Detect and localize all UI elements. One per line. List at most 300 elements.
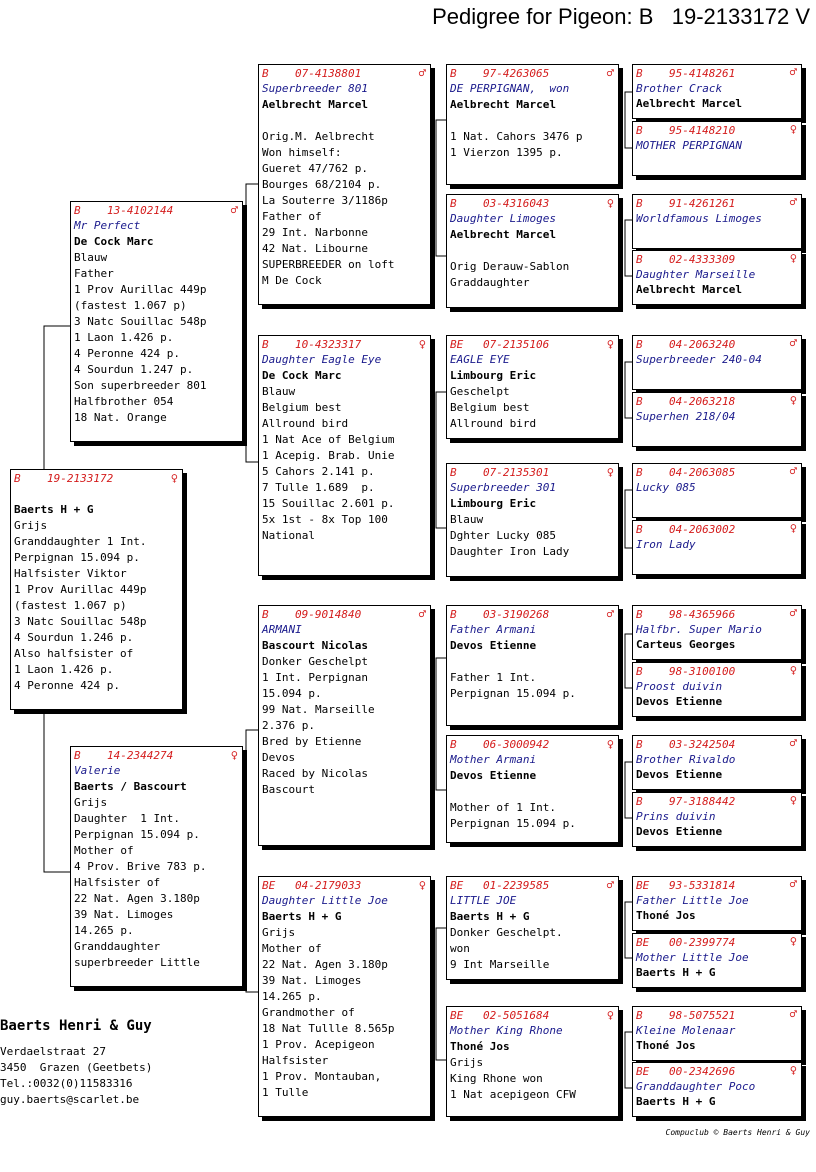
female-icon: ♀	[789, 934, 797, 948]
breeder-name	[636, 367, 798, 382]
pigeon-header	[74, 748, 239, 763]
pigeon-info-line: Perpignan 15.094 p.	[74, 828, 200, 841]
pigeon-card	[632, 792, 802, 847]
pigeon-info-line: Grijs	[262, 926, 296, 939]
owner-address-block	[0, 1018, 152, 1108]
pigeon-card	[632, 463, 802, 518]
pigeon-info-line: Bascourt	[262, 783, 315, 796]
pigeon-name: Father Little Joe	[636, 894, 749, 907]
pigeon-info-line: Father 1 Int.	[450, 671, 537, 684]
pigeon-header	[636, 66, 798, 81]
country-code: B	[450, 197, 457, 210]
pigeon-info-line	[262, 113, 427, 129]
pigeon-info-line: 15.094 p.	[262, 687, 322, 700]
female-icon: ♀	[789, 393, 797, 407]
male-icon: ♂	[789, 195, 797, 209]
pigeon-header	[450, 465, 615, 480]
pigeon-card	[446, 876, 619, 980]
pigeon-info-line	[450, 243, 615, 259]
owner-email: guy.baerts@scarlet.be	[0, 1093, 140, 1106]
owner-name: Baerts Henri & Guy	[0, 1018, 152, 1034]
pigeon-name: Granddaughter Poco	[636, 1080, 756, 1093]
pigeon-info-line: 39 Nat. Limoges	[262, 974, 362, 987]
pigeon-name: Daughter Limoges	[450, 212, 556, 225]
country-code: BE	[450, 338, 464, 351]
country-code: B	[450, 67, 457, 80]
pigeon-info-line: Blauw	[74, 251, 108, 264]
pigeon-info-line: 4 Peronne 424 p.	[14, 679, 120, 692]
pigeon-card	[632, 933, 802, 988]
pigeon-header	[450, 737, 615, 752]
breeder-name: Aelbrecht Marcel	[636, 97, 742, 110]
pigeon-info-line: Grijs	[74, 796, 108, 809]
pigeon-header	[636, 1008, 798, 1023]
pigeon-name: LITTLE JOE	[450, 894, 517, 907]
ring-number: 02-4333309	[669, 253, 736, 266]
country-code: B	[636, 338, 643, 351]
ring-number: 00-2342696	[669, 1065, 736, 1078]
pigeon-name: Kleine Molenaar	[636, 1024, 736, 1037]
country-code: B	[262, 608, 269, 621]
pigeon-header	[450, 337, 615, 352]
pigeon-info-line: 1 Prov Aurillac 449p	[14, 583, 147, 596]
female-icon: ♀	[789, 251, 797, 265]
female-icon: ♀	[606, 737, 614, 751]
breeder-name: Thoné Jos	[636, 1039, 696, 1052]
male-icon: ♂	[789, 736, 797, 750]
ring-number: 04-2063218	[669, 395, 736, 408]
pigeon-info-line	[450, 654, 615, 670]
pigeon-header	[636, 123, 798, 138]
pigeon-info-line: Granddaughter 1 Int.	[14, 535, 147, 548]
female-icon: ♀	[606, 465, 614, 479]
pigeon-card	[632, 662, 802, 717]
pigeon-header	[636, 337, 798, 352]
female-icon: ♀	[606, 1008, 614, 1022]
breeder-name	[636, 495, 798, 510]
male-icon: ♂	[789, 65, 797, 79]
pigeon-card	[446, 1006, 619, 1117]
ring-number: 02-5051684	[483, 1009, 550, 1022]
pigeon-info-line: 22 Nat. Agen 3.180p	[74, 892, 200, 905]
pigeon-info-line: Allround bird	[450, 417, 537, 430]
pigeon-card	[632, 520, 802, 575]
pigeon-info-line: Halfsister	[262, 1054, 329, 1067]
ring-number: 07-2135106	[483, 338, 550, 351]
pigeon-card	[632, 735, 802, 790]
pigeon-info-line: Halfsister of	[74, 876, 161, 889]
owner-phone: Tel.:0032(0)11583316	[0, 1077, 133, 1090]
breeder-name: Devos Etienne	[636, 768, 723, 781]
pigeon-header	[636, 522, 798, 537]
pigeon-card	[446, 64, 619, 185]
breeder-name: Limbourg Eric	[450, 497, 537, 510]
pigeon-name: Worldfamous Limoges	[636, 212, 762, 225]
pigeon-info-line: 1 Nat Ace of Belgium	[262, 433, 395, 446]
pigeon-header	[450, 1008, 615, 1023]
country-code: B	[636, 1009, 643, 1022]
ring-number: 91-4261261	[669, 197, 736, 210]
pigeon-info-line: Perpignan 15.094 p.	[450, 817, 576, 830]
ring-number: 98-3100100	[669, 665, 736, 678]
pigeon-card	[632, 64, 802, 119]
country-code: B	[450, 466, 457, 479]
ring-number: 97-4263065	[483, 67, 550, 80]
pigeon-header	[262, 607, 427, 622]
pigeon-name: Superbreeder 301	[450, 481, 556, 494]
pigeon-name: Superbreeder 801	[262, 82, 368, 95]
pigeon-header	[636, 935, 798, 950]
country-code: B	[636, 466, 643, 479]
country-code: BE	[636, 1065, 650, 1078]
country-code: B	[636, 665, 643, 678]
pigeon-info-line: 1 Nat acepigeon CFW	[450, 1088, 576, 1101]
ring-number: 03-3242504	[669, 738, 736, 751]
pigeon-info-line: Son superbreeder 801	[74, 379, 207, 392]
pigeon-card	[632, 250, 802, 305]
pigeon-info-line: 3 Natc Souillac 548p	[74, 315, 207, 328]
breeder-name	[636, 226, 798, 241]
pigeon-info-line: 1 Acepig. Brab. Unie	[262, 449, 395, 462]
breeder-name	[636, 153, 798, 168]
pigeon-info-line: Belgium best	[450, 401, 530, 414]
pigeon-name: Daughter Marseille	[636, 268, 756, 281]
pigeon-header	[636, 394, 798, 409]
female-icon: ♀	[170, 471, 178, 485]
breeder-name: Carteus Georges	[636, 638, 736, 651]
ring-number: 03-4316043	[483, 197, 550, 210]
country-code: B	[450, 608, 457, 621]
pigeon-name: Mr Perfect	[74, 219, 141, 232]
pigeon-name: Mother Armani	[450, 753, 537, 766]
pigeon-name: EAGLE EYE	[450, 353, 510, 366]
pigeon-info-line: 1 Tulle	[262, 1086, 309, 1099]
ring-number: 06-3000942	[483, 738, 550, 751]
country-code: B	[636, 197, 643, 210]
ring-number: 03-3190268	[483, 608, 550, 621]
pigeon-card	[446, 463, 619, 577]
pigeon-info-line: 29 Int. Narbonne	[262, 226, 368, 239]
pigeon-info-line: 1 Prov. Acepigeon	[262, 1038, 375, 1051]
pigeon-info-line: Orig.M. Aelbrecht	[262, 130, 375, 143]
country-code: BE	[450, 879, 464, 892]
pigeon-info-line: Graddaughter	[450, 276, 530, 289]
pigeon-info-line: 18 Nat Tullle 8.565p	[262, 1022, 395, 1035]
pigeon-card	[632, 1006, 802, 1061]
ring-number: 04-2179033	[295, 879, 362, 892]
male-icon: ♂	[230, 203, 238, 217]
country-code: BE	[636, 879, 650, 892]
male-icon: ♂	[418, 66, 426, 80]
pigeon-info-line: Granddaughter	[74, 940, 161, 953]
pigeon-info-line: 39 Nat. Limoges	[74, 908, 174, 921]
pigeon-info-line: Father of	[262, 210, 322, 223]
pigeon-info-line: 4 Prov. Brive 783 p.	[74, 860, 207, 873]
ring-number: 04-2063085	[669, 466, 736, 479]
pigeon-info-line: Mother of	[74, 844, 134, 857]
pigeon-header	[636, 252, 798, 267]
pigeon-header	[636, 465, 798, 480]
pigeon-card	[10, 469, 183, 710]
pigeon-name: Superbreeder 240-04	[636, 353, 762, 366]
pigeon-info-line: Perpignan 15.094 p.	[450, 687, 576, 700]
pigeon-info-line: 14.265 p.	[262, 990, 322, 1003]
pigeon-header	[262, 878, 427, 893]
pigeon-info-line: Bourges 68/2104 p.	[262, 178, 382, 191]
male-icon: ♂	[789, 606, 797, 620]
pigeon-info-line: 1 Vierzon 1395 p.	[450, 146, 563, 159]
pigeon-info-line: Grijs	[14, 519, 48, 532]
female-icon: ♀	[789, 521, 797, 535]
pigeon-name: Prins duivin	[636, 810, 716, 823]
pigeon-info-line: 4 Sourdun 1.246 p.	[14, 631, 134, 644]
country-code: B	[636, 608, 643, 621]
female-icon: ♀	[230, 748, 238, 762]
pigeon-name: Mother Little Joe	[636, 951, 749, 964]
pigeon-info-line: SUPERBREEDER on loft	[262, 258, 395, 271]
pigeon-info-line: 4 Peronne 424 p.	[74, 347, 180, 360]
country-code: BE	[636, 936, 650, 949]
pigeon-info-line: Gueret 47/762 p.	[262, 162, 368, 175]
pigeon-card	[258, 605, 431, 846]
pigeon-card	[70, 746, 243, 987]
male-icon: ♂	[418, 607, 426, 621]
ring-number: 14-2344274	[107, 749, 174, 762]
male-icon: ♂	[789, 1007, 797, 1021]
pigeon-info-line: Daughter Iron Lady	[450, 545, 570, 558]
pigeon-card	[258, 876, 431, 1117]
pigeon-header	[636, 737, 798, 752]
female-icon: ♀	[606, 337, 614, 351]
country-code: B	[450, 738, 457, 751]
country-code: B	[636, 523, 643, 536]
footer-credit: Compuclub © Baerts Henri & Guy	[665, 1128, 810, 1137]
pigeon-info-line: 1 Laon 1.426 p.	[74, 331, 174, 344]
breeder-name: Bascourt Nicolas	[262, 639, 368, 652]
country-code: BE	[450, 1009, 464, 1022]
pigeon-name: Halfbr. Super Mario	[636, 623, 762, 636]
pigeon-info-line: 1 Int. Perpignan	[262, 671, 368, 684]
pigeon-info-line: 1 Prov. Montauban,	[262, 1070, 382, 1083]
pigeon-card	[70, 201, 243, 442]
pigeon-info-line: 3 Natc Souillac 548p	[14, 615, 147, 628]
female-icon: ♀	[418, 878, 426, 892]
pigeon-info-line: Grijs	[450, 1056, 484, 1069]
male-icon: ♂	[606, 878, 614, 892]
pigeon-info-line: Daughter 1 Int.	[74, 812, 180, 825]
pigeon-info-line: Also halfsister of	[14, 647, 134, 660]
breeder-name	[636, 552, 798, 567]
pigeon-header	[450, 878, 615, 893]
ring-number: 07-2135301	[483, 466, 550, 479]
pigeon-info-line: Orig Derauw-Sablon	[450, 260, 570, 273]
pigeon-header	[636, 1064, 798, 1079]
owner-address-line: Verdaelstraat 27	[0, 1045, 106, 1058]
male-icon: ♂	[789, 877, 797, 891]
pigeon-info-line: Allround bird	[262, 417, 349, 430]
pigeon-info-line: 7 Tulle 1.689 p.	[262, 481, 375, 494]
country-code: B	[636, 253, 643, 266]
breeder-name: Baerts H + G	[262, 910, 342, 923]
pigeon-info-line: 99 Nat. Marseille	[262, 703, 375, 716]
ring-number: 95-4148210	[669, 124, 736, 137]
breeder-name: Aelbrecht Marcel	[450, 98, 556, 111]
breeder-name: Limbourg Eric	[450, 369, 537, 382]
pigeon-info-line: Raced by Nicolas	[262, 767, 368, 780]
country-code: BE	[262, 879, 276, 892]
ring-number: 04-2063002	[669, 523, 736, 536]
pigeon-info-line: 1 Nat. Cahors 3476 p	[450, 130, 583, 143]
male-icon: ♂	[606, 66, 614, 80]
pigeon-card	[632, 605, 802, 660]
pigeon-header	[636, 196, 798, 211]
ring-number: 09-9014840	[295, 608, 362, 621]
country-code: B	[636, 124, 643, 137]
pigeon-name: Lucky 085	[636, 481, 696, 494]
pigeon-header	[450, 196, 615, 211]
pigeon-header	[262, 66, 427, 81]
female-icon: ♀	[418, 337, 426, 351]
pigeon-name: Superhen 218/04	[636, 410, 736, 423]
ring-number: 95-4148261	[669, 67, 736, 80]
breeder-name: Thoné Jos	[636, 909, 696, 922]
pigeon-card	[632, 392, 802, 447]
pigeon-card	[446, 605, 619, 726]
ring-number: 01-2239585	[483, 879, 550, 892]
ring-number: 93-5331814	[669, 879, 736, 892]
pigeon-info-line: Halfbrother 054	[74, 395, 174, 408]
pigeon-card	[258, 335, 431, 576]
pigeon-info-line: Dghter Lucky 085	[450, 529, 556, 542]
pigeon-info-line: 18 Nat. Orange	[74, 411, 167, 424]
pigeon-name: Proost duivin	[636, 680, 723, 693]
country-code: B	[262, 338, 269, 351]
male-icon: ♂	[789, 464, 797, 478]
country-code: B	[636, 795, 643, 808]
pigeon-info-line: Belgium best	[262, 401, 342, 414]
breeder-name: Thoné Jos	[450, 1040, 510, 1053]
pigeon-info-line: Devos	[262, 751, 296, 764]
pigeon-card	[632, 876, 802, 931]
pigeon-name	[14, 486, 179, 502]
pigeon-info-line: Won himself:	[262, 146, 342, 159]
pigeon-header	[262, 337, 427, 352]
pigeon-info-line: Mother of	[262, 942, 322, 955]
pigeon-card	[258, 64, 431, 305]
pigeon-info-line: 1 Prov Aurillac 449p	[74, 283, 207, 296]
pigeon-header	[636, 878, 798, 893]
pigeon-card	[446, 735, 619, 843]
pigeon-header	[636, 664, 798, 679]
ring-number: 07-4138801	[295, 67, 362, 80]
country-code: B	[74, 204, 81, 217]
country-code: B	[636, 67, 643, 80]
pigeon-info-line	[450, 784, 615, 800]
pigeon-info-line: 15 Souillac 2.601 p.	[262, 497, 395, 510]
breeder-name: Baerts H + G	[636, 1095, 716, 1108]
ring-number: 98-5075521	[669, 1009, 736, 1022]
breeder-name: Aelbrecht Marcel	[450, 228, 556, 241]
pigeon-header	[636, 607, 798, 622]
breeder-name: De Cock Marc	[74, 235, 154, 248]
pigeon-info-line: 42 Nat. Libourne	[262, 242, 368, 255]
pigeon-info-line: won	[450, 942, 470, 955]
pigeon-info-line: Halfsister Viktor	[14, 567, 127, 580]
pigeon-card	[632, 194, 802, 249]
pigeon-info-line: 1 Laon 1.426 p.	[14, 663, 114, 676]
pigeon-info-line: superbreeder Little	[74, 956, 200, 969]
pigeon-info-line: Donker Geschelpt	[262, 655, 368, 668]
pigeon-card	[446, 335, 619, 439]
female-icon: ♀	[606, 196, 614, 210]
female-icon: ♀	[789, 122, 797, 136]
pigeon-name: Daughter Eagle Eye	[262, 353, 382, 366]
pigeon-name: Father Armani	[450, 623, 537, 636]
pigeon-info-line: 4 Sourdun 1.247 p.	[74, 363, 194, 376]
breeder-name	[636, 424, 798, 439]
country-code: B	[636, 395, 643, 408]
breeder-name: Baerts H + G	[636, 966, 716, 979]
pigeon-info-line: (fastest 1.067 p)	[14, 599, 127, 612]
pigeon-info-line: Blauw	[450, 513, 484, 526]
pigeon-info-line: Bred by Etienne	[262, 735, 362, 748]
pigeon-info-line	[450, 113, 615, 129]
breeder-name: Devos Etienne	[636, 695, 723, 708]
ring-number: 13-4102144	[107, 204, 174, 217]
pigeon-info-line: Perpignan 15.094 p.	[14, 551, 140, 564]
pigeon-info-line: Donker Geschelpt.	[450, 926, 563, 939]
female-icon: ♀	[789, 663, 797, 677]
male-icon: ♂	[606, 607, 614, 621]
ring-number: 19-2133172	[47, 472, 114, 485]
pigeon-name: Mother King Rhone	[450, 1024, 563, 1037]
pigeon-info-line: King Rhone won	[450, 1072, 543, 1085]
pigeon-info-line: Grandmother of	[262, 1006, 355, 1019]
pigeon-card	[446, 194, 619, 308]
pigeon-info-line: 5 Cahors 2.141 p.	[262, 465, 375, 478]
pigeon-info-line: La Souterre 3/1186p	[262, 194, 388, 207]
pigeon-card	[632, 335, 802, 390]
pigeon-name: Brother Rivaldo	[636, 753, 736, 766]
breeder-name: Aelbrecht Marcel	[636, 283, 742, 296]
pigeon-info-line: (fastest 1.067 p)	[74, 299, 187, 312]
pigeon-name: MOTHER PERPIGNAN	[636, 139, 742, 152]
pigeon-card	[632, 1062, 802, 1117]
country-code: B	[636, 738, 643, 751]
breeder-name: Baerts / Bascourt	[74, 780, 187, 793]
breeder-name: Devos Etienne	[450, 769, 537, 782]
country-code: B	[74, 749, 81, 762]
pigeon-name: Iron Lady	[636, 538, 696, 551]
breeder-name: Aelbrecht Marcel	[262, 98, 368, 111]
pigeon-header	[450, 607, 615, 622]
pigeon-info-line: 22 Nat. Agen 3.180p	[262, 958, 388, 971]
pigeon-info-line: Geschelpt	[450, 385, 510, 398]
country-code: B	[14, 472, 21, 485]
pigeon-info-line: Father	[74, 267, 114, 280]
pigeon-info-line: 5x 1st - 8x Top 100	[262, 513, 388, 526]
pigeon-info-line: Mother of 1 Int.	[450, 801, 556, 814]
male-icon: ♂	[789, 336, 797, 350]
pigeon-info-line: National	[262, 529, 315, 542]
female-icon: ♀	[789, 1063, 797, 1077]
ring-number: 98-4365966	[669, 608, 736, 621]
pigeon-info-line: 9 Int Marseille	[450, 958, 550, 971]
pigeon-name: Valerie	[74, 764, 121, 777]
pigeon-card	[632, 121, 802, 176]
pigeon-header	[74, 203, 239, 218]
country-code: B	[262, 67, 269, 80]
